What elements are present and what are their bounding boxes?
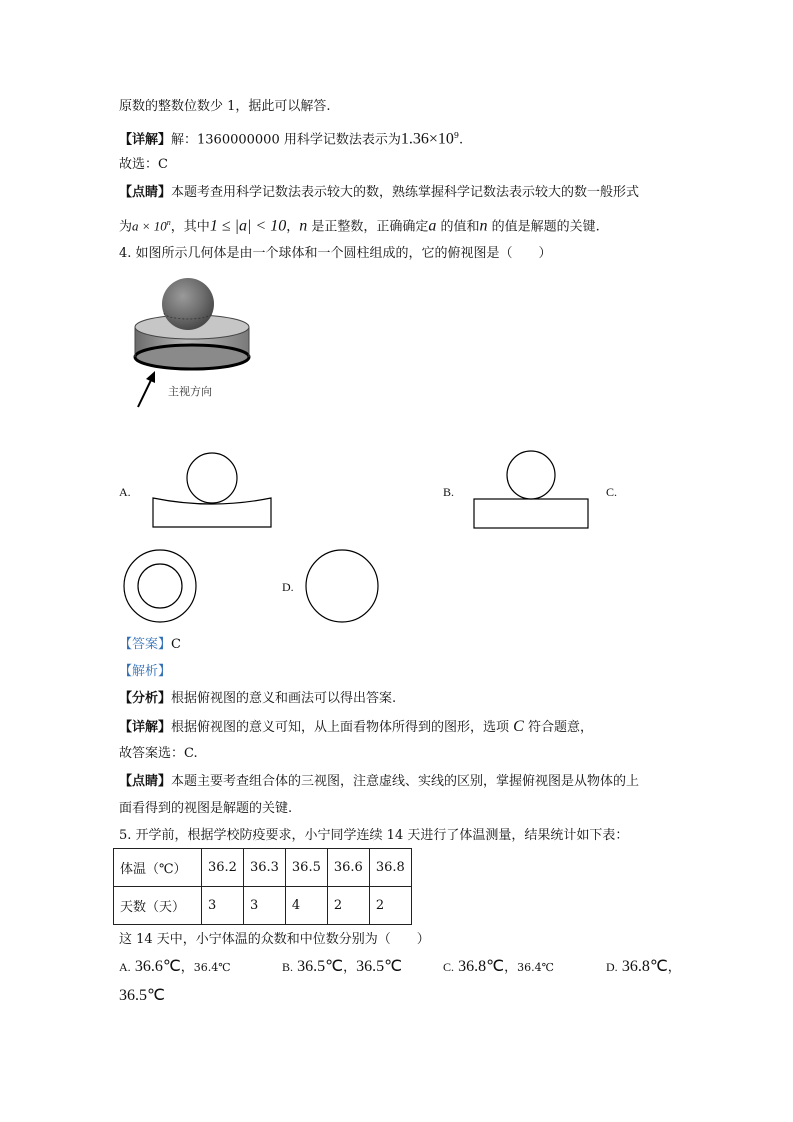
q5-options-row: [119, 958, 231, 977]
q5-option-b-label: B.: [282, 960, 294, 974]
xiangjie-line: [119, 718, 593, 737]
sci-exponent: 9: [453, 131, 459, 140]
text-fragment: 为: [119, 219, 133, 235]
text-line: 原数的整数位数少 1，据此可以解答.: [119, 99, 331, 114]
q5-option-d-value1[interactable]: 36.8℃: [621, 958, 668, 975]
table-cell: 2: [369, 887, 411, 925]
option-a-figure[interactable]: [150, 450, 280, 530]
table-header-cell: 天数（天）: [114, 887, 202, 925]
text-fragment: 的值和: [436, 219, 480, 235]
separator: ，: [667, 960, 681, 975]
detail-text: 解：1360000000 用科学记数法表示为: [171, 132, 401, 148]
comment-text: 本题考查用科学记数法表示较大的数，熟练掌握科学记数法表示较大的数一般形式: [171, 185, 640, 200]
answer-line: [119, 636, 181, 654]
math-a-times-10: a × 10: [132, 218, 167, 234]
detail-line: [119, 127, 463, 149]
sphere: [162, 278, 214, 330]
q5-option-c: [443, 958, 554, 977]
separator: ，: [504, 960, 518, 975]
table-cell: 4: [285, 887, 327, 925]
separator: ，: [180, 960, 194, 975]
q5-option-d-value2[interactable]: 36.5℃: [119, 987, 165, 1004]
option-b-figure[interactable]: [470, 450, 595, 530]
math-c: C: [513, 718, 524, 735]
text-fragment: 的值是解题的关键.: [487, 219, 600, 235]
q5-option-a-label: A.: [119, 960, 131, 974]
dianjing-tag: 【点睛】: [119, 774, 172, 789]
q5-option-c-value2[interactable]: 36.4℃: [517, 961, 554, 974]
xiangjie-tag: 【详解】: [119, 720, 172, 735]
fenxi-line: [119, 690, 396, 708]
table-row: [114, 849, 412, 887]
detail-tag: 【详解】: [119, 132, 172, 148]
table-header-cell: 体温（℃）: [114, 849, 202, 887]
table-cell: 2: [327, 887, 369, 925]
question-5-stem: 5. 开学前，根据学校防疫要求，小宁同学连续 14 天进行了体温测量，结果统计如下表：: [119, 828, 629, 843]
q5-option-d-continued: [119, 987, 165, 1006]
fenxi-text: 根据俯视图的意义和画法可以得出答案.: [171, 691, 397, 706]
table-cell: 3: [202, 887, 244, 925]
option-d-figure[interactable]: [302, 548, 382, 628]
table-row: [114, 887, 412, 925]
temperature-table: [113, 848, 412, 925]
text-fragment: 是正整数，正确确定: [307, 219, 429, 235]
formula-line: [119, 214, 600, 236]
q5-option-c-label: C.: [443, 960, 455, 974]
table-cell: 36.2: [202, 849, 244, 887]
table-cell: 36.5: [285, 849, 327, 887]
table-cell: 36.6: [327, 849, 369, 887]
xiangjie-text-end: 符合题意，: [523, 720, 593, 735]
q5-option-a-value1[interactable]: 36.6℃: [134, 958, 181, 975]
text-fragment: ，其中: [170, 219, 210, 235]
choose-line: 故选：C: [119, 157, 168, 172]
math-n: n: [299, 217, 308, 235]
q5-option-d-label: D.: [606, 960, 618, 974]
table-cell: 3: [243, 887, 285, 925]
dianjing-line: [119, 773, 639, 791]
sci-notation: 1.36×10: [400, 130, 454, 148]
q5-option-b-value1[interactable]: 36.5℃: [297, 958, 344, 975]
period: .: [458, 132, 464, 148]
math-inequality: 1 ≤ |a| < 10: [209, 217, 287, 235]
fenxi-tag: 【分析】: [119, 691, 172, 706]
separator: ，: [343, 960, 357, 975]
analysis-tag: 【解析】: [119, 664, 172, 679]
table-cell: 36.3: [243, 849, 285, 887]
comment-tag: 【点睛】: [119, 185, 172, 200]
table-cell: 36.8: [369, 849, 411, 887]
dianjing-text: 本题主要考查组合体的三视图，注意虚线、实线的区别，掌握俯视图是从物体的上: [171, 774, 640, 789]
option-b-label: B.: [443, 485, 455, 499]
question-4-stem: 4. 如图所示几何体是由一个球体和一个圆柱组成的，它的俯视图是（ ）: [119, 246, 552, 261]
option-c-figure[interactable]: [120, 548, 200, 628]
math-n: n: [479, 217, 488, 235]
dianjing-line-2: 面看得到的视图是解题的关键.: [119, 801, 293, 816]
question-5-prompt: 这 14 天中，小宁体温的众数和中位数分别为（ ）: [119, 932, 430, 947]
text-fragment: ，: [286, 219, 300, 235]
math-exp-n: n: [166, 218, 171, 227]
answer-tag: 【答案】: [119, 637, 172, 652]
q5-option-d: [606, 958, 681, 977]
solid-figure: [128, 275, 268, 415]
view-direction-caption: 主视方向: [168, 385, 212, 398]
view-direction-arrow: [138, 371, 155, 407]
math-a: a: [428, 217, 437, 235]
answer-value: C: [171, 637, 181, 652]
option-d-label: D.: [282, 580, 294, 594]
q5-option-a-value2[interactable]: 36.4℃: [193, 961, 231, 974]
q5-option-c-value1[interactable]: 36.8℃: [458, 958, 505, 975]
comment-line: [119, 184, 639, 202]
q5-option-b: [282, 958, 402, 977]
option-c-label: C.: [606, 485, 618, 499]
option-a-label: A.: [119, 485, 131, 499]
conclude-line: 故答案选：C.: [119, 746, 198, 761]
q5-option-b-value2[interactable]: 36.5℃: [356, 958, 403, 975]
xiangjie-text: 根据俯视图的意义可知，从上面看物体所得到的图形，选项: [171, 720, 514, 735]
